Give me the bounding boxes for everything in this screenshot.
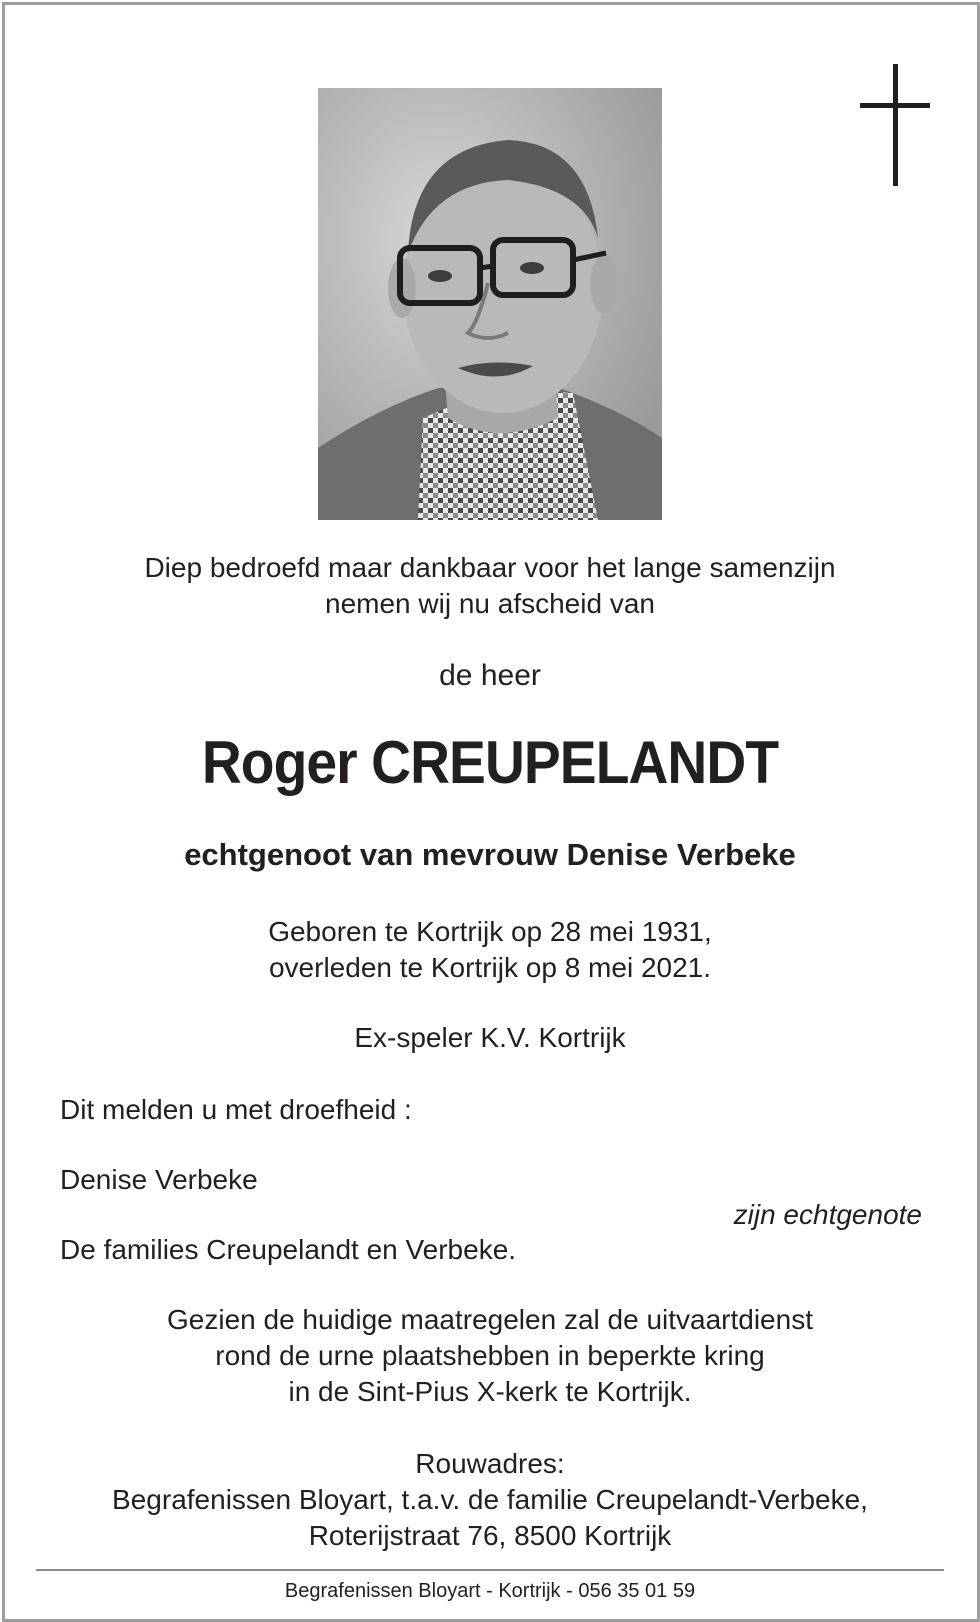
death-line: overleden te Kortrijk op 8 mei 2021. [268,952,712,983]
ceremony-text [0,1302,980,1410]
relative-name: De families Creupelandt en Verbeke. [60,1234,517,1265]
address-line-2: Roterijstraat 76, 8500 Kortrijk [308,1520,672,1551]
mourning-address [0,1446,980,1554]
relative-name: Denise Verbeke [60,1164,258,1195]
intro-line-1: Diep bedroefd maar dankbaar voor het lange samenzijn [144,552,836,583]
address-line-1: Begrafenissen Bloyart, t.a.v. de familie Creupelandt-Verbeke, [112,1484,868,1515]
honorific: de heer [439,659,541,692]
announcement-line: Dit melden u met droefheid : [60,1094,412,1125]
life-dates [0,914,980,986]
portrait-photo [318,88,662,520]
birth-line: Geboren te Kortrijk op 28 mei 1931, [268,916,712,947]
ceremony-line-1: Gezien de huidige maatregelen zal de uitvaartdienst [167,1304,813,1335]
footer-divider [36,1569,944,1571]
intro-line-2: nemen wij nu afscheid van [325,588,655,619]
spouse-line: echtgenoot van mevrouw Denise Verbeke [184,837,796,872]
cross-icon [860,64,930,186]
intro-text [0,550,980,622]
footer-text: Begrafenissen Bloyart - Kortrijk - 056 35 01 59 [284,1580,696,1602]
occupation-line: Ex-speler K.V. Kortrijk [354,1022,626,1053]
address-label: Rouwadres: [415,1448,565,1479]
ceremony-line-3: in de Sint-Pius X-kerk te Kortrijk. [288,1376,692,1407]
ceremony-line-2: rond de urne plaatshebben in beperkte kring [215,1340,765,1371]
relative-relation: zijn echtgenote [733,1199,922,1230]
deceased-name: Roger CREUPELANDT [201,729,779,796]
